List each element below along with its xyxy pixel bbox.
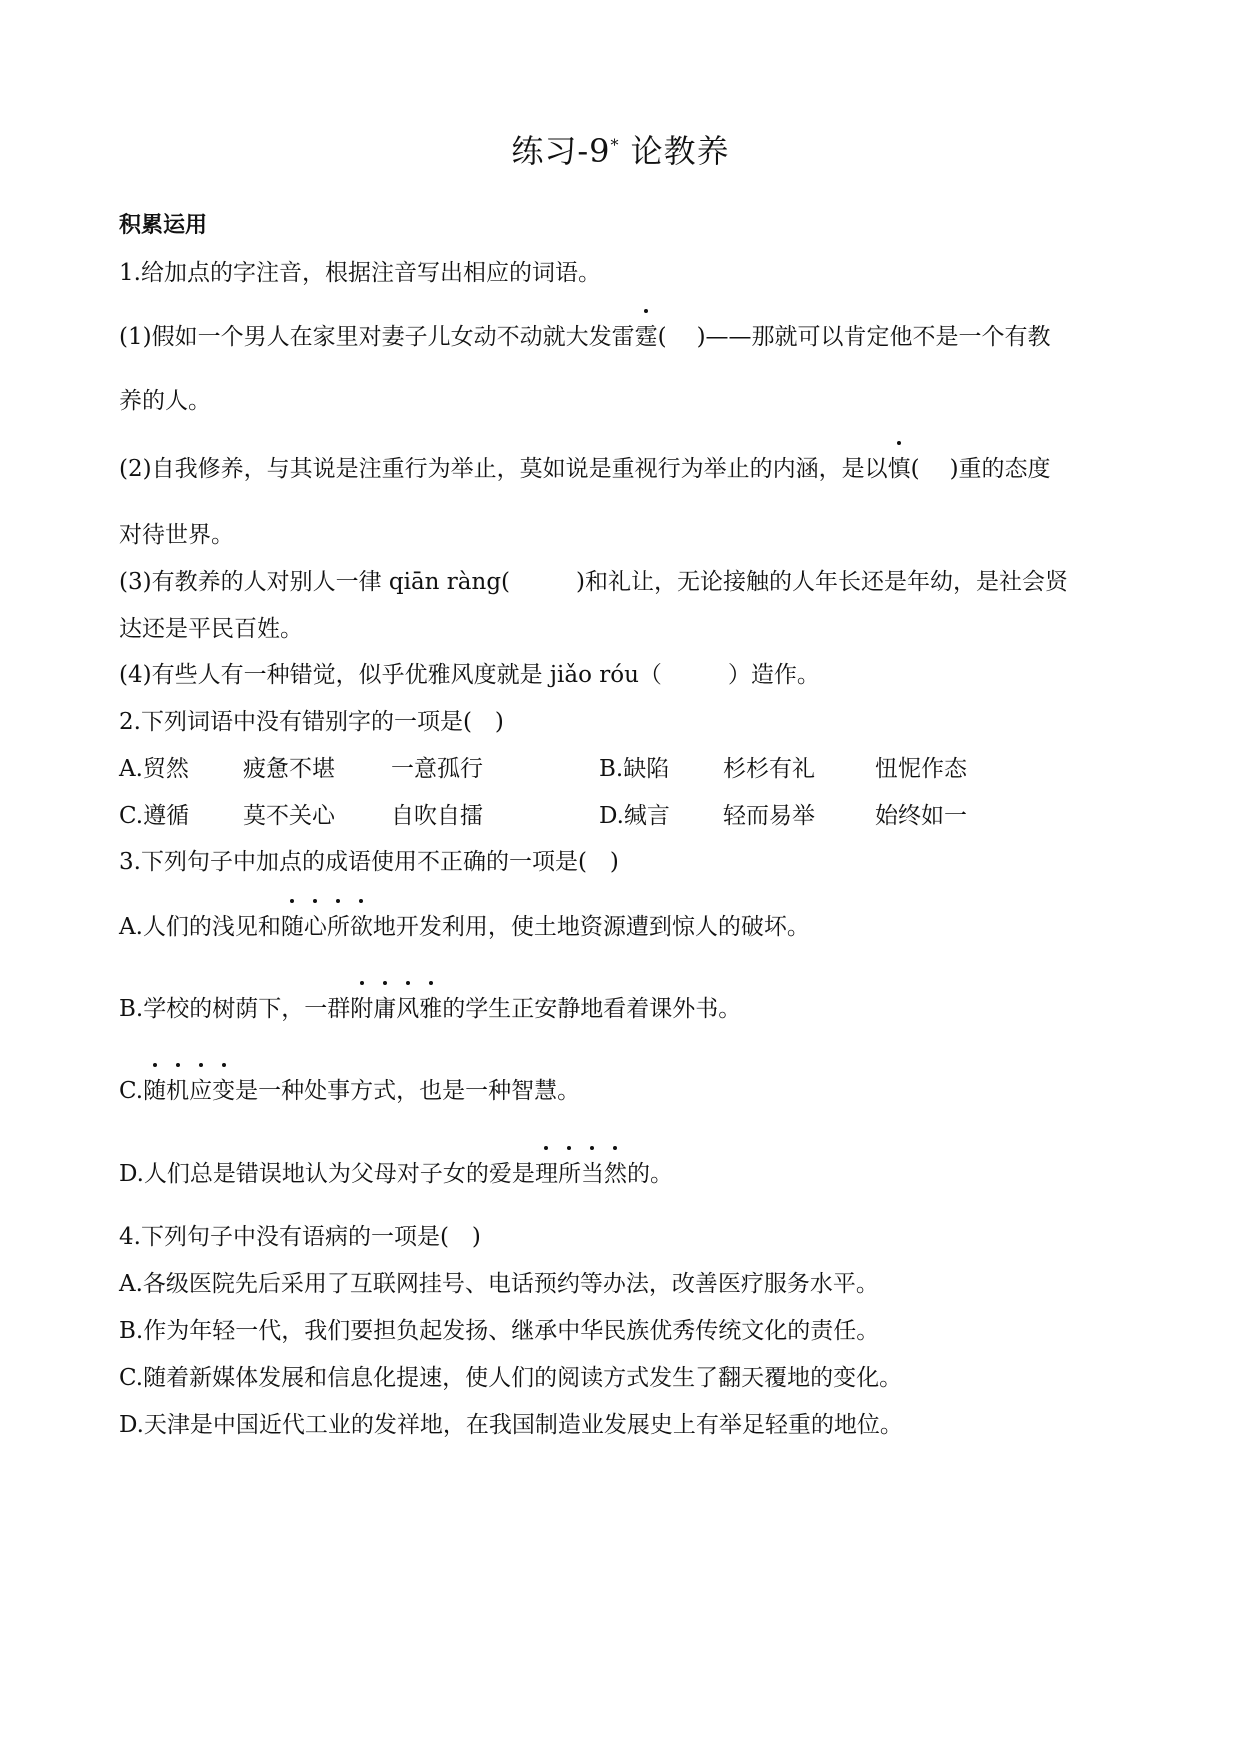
dotted-char: 应 [189, 1072, 212, 1105]
dotted-char: 然 [604, 1155, 627, 1188]
q1-item-3-cont: 达还是平民百姓。 [119, 616, 303, 642]
q1-item-2-cont: 对待世界。 [119, 522, 234, 548]
dotted-char: 欲 [350, 908, 373, 941]
dotted-char: 心 [304, 908, 327, 941]
q1-item-1-cont: 养的人。 [119, 388, 211, 414]
dotted-char: 随 [281, 908, 304, 941]
q2-options-row-2 [119, 797, 1129, 827]
q4-option-d: D.天津是中国近代工业的发祥地，在我国制造业发展史上有举足轻重的地位。 [119, 1412, 903, 1438]
dotted-char: 雅 [419, 990, 442, 1023]
q4-option-b: B.作为年轻一代，我们要担负起发扬、继承中华民族优秀传统文化的责任。 [119, 1318, 880, 1344]
option-b-word-2: 杉杉有礼 [723, 756, 815, 782]
dotted-char: 庸 [373, 990, 396, 1023]
option-c-word-2: 莫不关心 [243, 803, 335, 829]
dotted-idiom [281, 914, 373, 940]
option-a-word-2: 疲惫不堪 [243, 756, 335, 782]
q3-option-a: A.人们的浅见和随心所欲地开发利用，使土地资源遭到惊人的破坏。 [119, 908, 1129, 941]
q3-option-c: C.随机应变是一种处事方式，也是一种智慧。 [119, 1072, 1129, 1105]
option-d-word-1: D.缄言 [599, 803, 670, 829]
dotted-char: 机 [166, 1072, 189, 1105]
q1-item-3: (3)有教养的人对别人一律 qiān ràng( )和礼让，无论接触的人年长还是年幼，是社会贤 [119, 569, 1069, 595]
dotted-char: 慎 [888, 450, 911, 483]
q1-stem: 1.给加点的字注音，根据注音写出相应的词语。 [119, 260, 601, 286]
option-a-word-3: 一意孤行 [391, 756, 483, 782]
dotted-char: 变 [212, 1072, 235, 1105]
q1-item-2: (2)自我修养，与其说是注重行为举止，莫如说是重视行为举止的内涵，是以慎( )重的态度 [119, 450, 1129, 483]
option-d-word-3: 始终如一 [875, 803, 967, 829]
dotted-char: 所 [558, 1155, 581, 1188]
q4-option-a: A.各级医院先后采用了互联网挂号、电话预约等办法，改善医疗服务水平。 [119, 1271, 879, 1297]
option-b-word-3: 忸怩作态 [875, 756, 967, 782]
section-heading: 积累运用 [119, 213, 208, 238]
q1-item-4: (4)有些人有一种错觉，似乎优雅风度就是 jiǎo róu（ ）造作。 [119, 662, 820, 688]
option-c-word-1: C.遵循 [119, 803, 190, 829]
dotted-char: 当 [581, 1155, 604, 1188]
q2-options-row-1 [119, 750, 1129, 780]
dotted-char: 理 [535, 1155, 558, 1188]
dotted-char: 附 [350, 990, 373, 1023]
q2-stem: 2.下列词语中没有错别字的一项是( ) [119, 709, 504, 735]
q1-item-1: (1)假如一个男人在家里对妻子儿女动不动就大发雷霆( )——那就可以肯定他不是一个有教 [119, 318, 1129, 351]
q4-option-c: C.随着新媒体发展和信息化提速，使人们的阅读方式发生了翻天覆地的变化。 [119, 1365, 903, 1391]
option-d-word-2: 轻而易举 [723, 803, 815, 829]
dotted-char: 风 [396, 990, 419, 1023]
dotted-char: 所 [327, 908, 350, 941]
option-a-word-1: A.贸然 [119, 756, 189, 782]
q4-stem: 4.下列句子中没有语病的一项是( ) [119, 1224, 481, 1250]
option-c-word-3: 自吹自擂 [391, 803, 483, 829]
q3-stem: 3.下列句子中加点的成语使用不正确的一项是( ) [119, 849, 619, 875]
q3-option-d: D.人们总是错误地认为父母对子女的爱是理所当然的。 [119, 1155, 1129, 1188]
dotted-idiom [350, 996, 442, 1022]
dotted-idiom [535, 1161, 627, 1187]
page-title: 练习-9* 论教养 [511, 132, 730, 170]
option-b-word-1: B.缺陷 [599, 756, 670, 782]
dotted-char: 随 [143, 1072, 166, 1105]
dotted-char: 霆 [635, 318, 658, 351]
q3-option-b: B.学校的树荫下，一群附庸风雅的学生正安静地看着课外书。 [119, 990, 1129, 1023]
dotted-idiom [143, 1078, 235, 1104]
